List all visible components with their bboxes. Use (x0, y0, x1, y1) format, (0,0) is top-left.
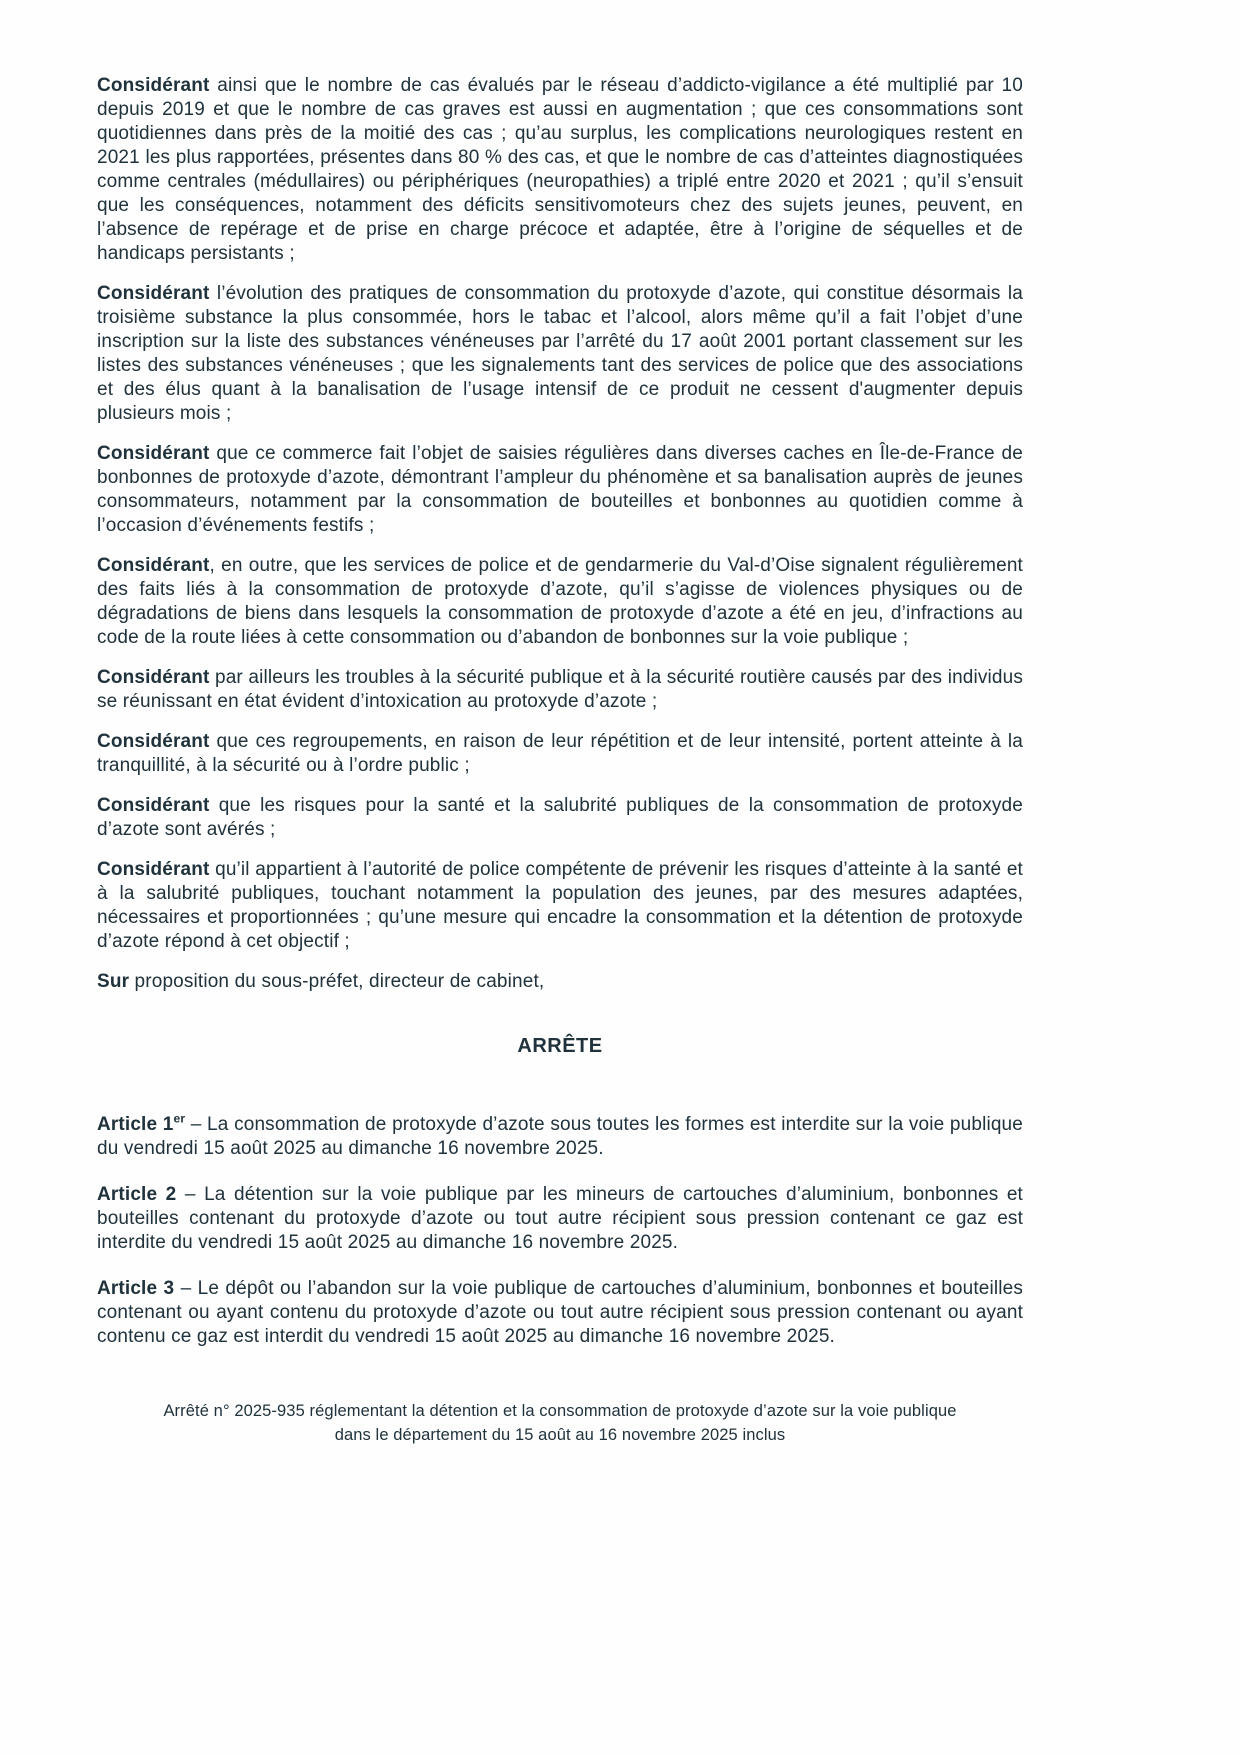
considerant-paragraph-1 (97, 74, 1023, 266)
arrete-heading: ARRÊTE (517, 1035, 603, 1057)
footer-reference-line-1: Arrêté n° 2025-935 réglementant la détention et la consommation de protoxyde d’azote sur la voie publique (163, 1402, 957, 1420)
considerant-text: que ce commerce fait l’objet de saisies régulières dans diverses caches en Île-de-France de bonbonnes de protoxyde d’azote, démontrant l’ampleur du phénomène et sa banalisation auprès de jeunes consommateurs, notamment par la consommation de bouteilles et bonbonnes au quotidien comme à l’occasion d’événements festifs ; (97, 443, 1023, 536)
considerant-lead: Considérant (97, 555, 210, 576)
considerant-lead: Considérant (97, 859, 210, 880)
considerant-paragraph-6 (97, 730, 1023, 778)
considerant-lead: Considérant (97, 795, 210, 816)
article-1-ordinal-superscript: er (173, 1111, 186, 1126)
considerant-text: que ces regroupements, en raison de leur répétition et de leur intensité, portent atteinte à la tranquillité, à la sécurité ou à l’ordre public ; (97, 731, 1023, 776)
document-body (97, 74, 1023, 1447)
page-footer (97, 1399, 1023, 1447)
considerant-text: l’évolution des pratiques de consommation du protoxyde d’azote, qui constitue désormais la troisième substance la plus consommée, hors le tabac et l’alcool, alors même qu’il a fait l’objet d’une inscription sur la liste des substances vénéneuses par l’arrêté du 17 août 2001 portant classement sur les listes des substances vénéneuses ; que les signalements tant des services de police que des associations et des élus quant à la banalisation de l’usage intensif de ce produit ne cessent d'augmenter depuis plusieurs mois ; (97, 283, 1023, 424)
considerant-lead: Considérant (97, 667, 210, 688)
considerant-text: par ailleurs les troubles à la sécurité publique et à la sécurité routière causés par des individus se réunissant en état évident d’intoxication au protoxyde d’azote ; (97, 667, 1023, 712)
considerant-paragraph-8 (97, 858, 1023, 954)
considerant-paragraph-2 (97, 282, 1023, 426)
considerant-paragraph-3 (97, 442, 1023, 538)
article-3-paragraph (97, 1277, 1023, 1349)
article-text: – Le dépôt ou l’abandon sur la voie publique de cartouches d’aluminium, bonbonnes et bouteilles contenant ou ayant contenu du protoxyde d’azote ou tout autre récipient sous pression contenant ou ayant contenu ce gaz est interdit du vendredi 15 août 2025 au dimanche 16 novembre 2025. (97, 1278, 1023, 1347)
considerant-text: que les risques pour la santé et la salubrité publiques de la consommation de protoxyde d’azote sont avérés ; (97, 795, 1023, 840)
article-lead: Article 3 (97, 1278, 175, 1299)
footer-reference-line-2: dans le département du 15 août au 16 novembre 2025 inclus (334, 1426, 786, 1444)
article-1-paragraph (97, 1113, 1023, 1161)
sur-proposition-paragraph (97, 970, 1023, 994)
sur-proposition-lead: Sur (97, 971, 130, 992)
considerant-text: qu’il appartient à l’autorité de police compétente de prévenir les risques d’atteinte à la santé et à la salubrité publiques, touchant notamment la population des jeunes, par des mesures adaptées, nécessaires et proportionnées ; qu’une mesure qui encadre la consommation et la détention de protoxyde d’azote répond à cet objectif ; (97, 859, 1023, 952)
sur-proposition-text: proposition du sous-préfet, directeur de cabinet, (129, 971, 545, 992)
article-text: – La détention sur la voie publique par les mineurs de cartouches d’aluminium, bonbonnes et bouteilles contenant du protoxyde d’azote ou tout autre récipient sous pression contenant ce gaz est interdite du vendredi 15 août 2025 au dimanche 16 novembre 2025. (97, 1184, 1023, 1253)
considerant-paragraph-4 (97, 554, 1023, 650)
considerant-paragraph-5 (97, 666, 1023, 714)
article-lead: Article 2 (97, 1184, 177, 1205)
considerant-text: ainsi que le nombre de cas évalués par le réseau d’addicto-vigilance a été multiplié par 10 depuis 2019 et que le nombre de cas graves est aussi en augmentation ; que ces consommations sont quotidiennes dans près de la moitié des cas ; qu’au surplus, les complications neurologiques restent en 2021 les plus rapportées, présentes dans 80 % des cas, et que le nombre de cas d’atteintes diagnostiquées comme centrales (médullaires) ou périphériques (neuropathies) a triplé entre 2020 et 2021 ; qu’il s’ensuit que les conséquences, notamment des déficits sensitivomoteurs chez des sujets jeunes, peuvent, en l’absence de repérage et de prise en charge précoce et adaptée, être à l’origine de séquelles et de handicaps persistants ; (97, 75, 1023, 264)
article-text: – La consommation de protoxyde d’azote sous toutes les formes est interdite sur la voie publique du vendredi 15 août 2025 au dimanche 16 novembre 2025. (97, 1114, 1023, 1159)
considerant-text: , en outre, que les services de police et de gendarmerie du Val-d’Oise signalent régulièrement des faits liés à la consommation de protoxyde d’azote, qu’il s’agisse de violences physiques ou de dégradations de biens dans lesquels la consommation de protoxyde d’azote a été en jeu, d’infractions au code de la route liées à cette consommation ou d’abandon de bonbonnes sur la voie publique ; (97, 555, 1023, 648)
considerant-paragraph-7 (97, 794, 1023, 842)
article-lead: Article 1 (97, 1114, 174, 1135)
article-2-paragraph (97, 1183, 1023, 1255)
considerant-lead: Considérant (97, 75, 210, 96)
considerant-lead: Considérant (97, 731, 210, 752)
considerant-lead: Considérant (97, 443, 210, 464)
considerant-lead: Considérant (97, 283, 210, 304)
